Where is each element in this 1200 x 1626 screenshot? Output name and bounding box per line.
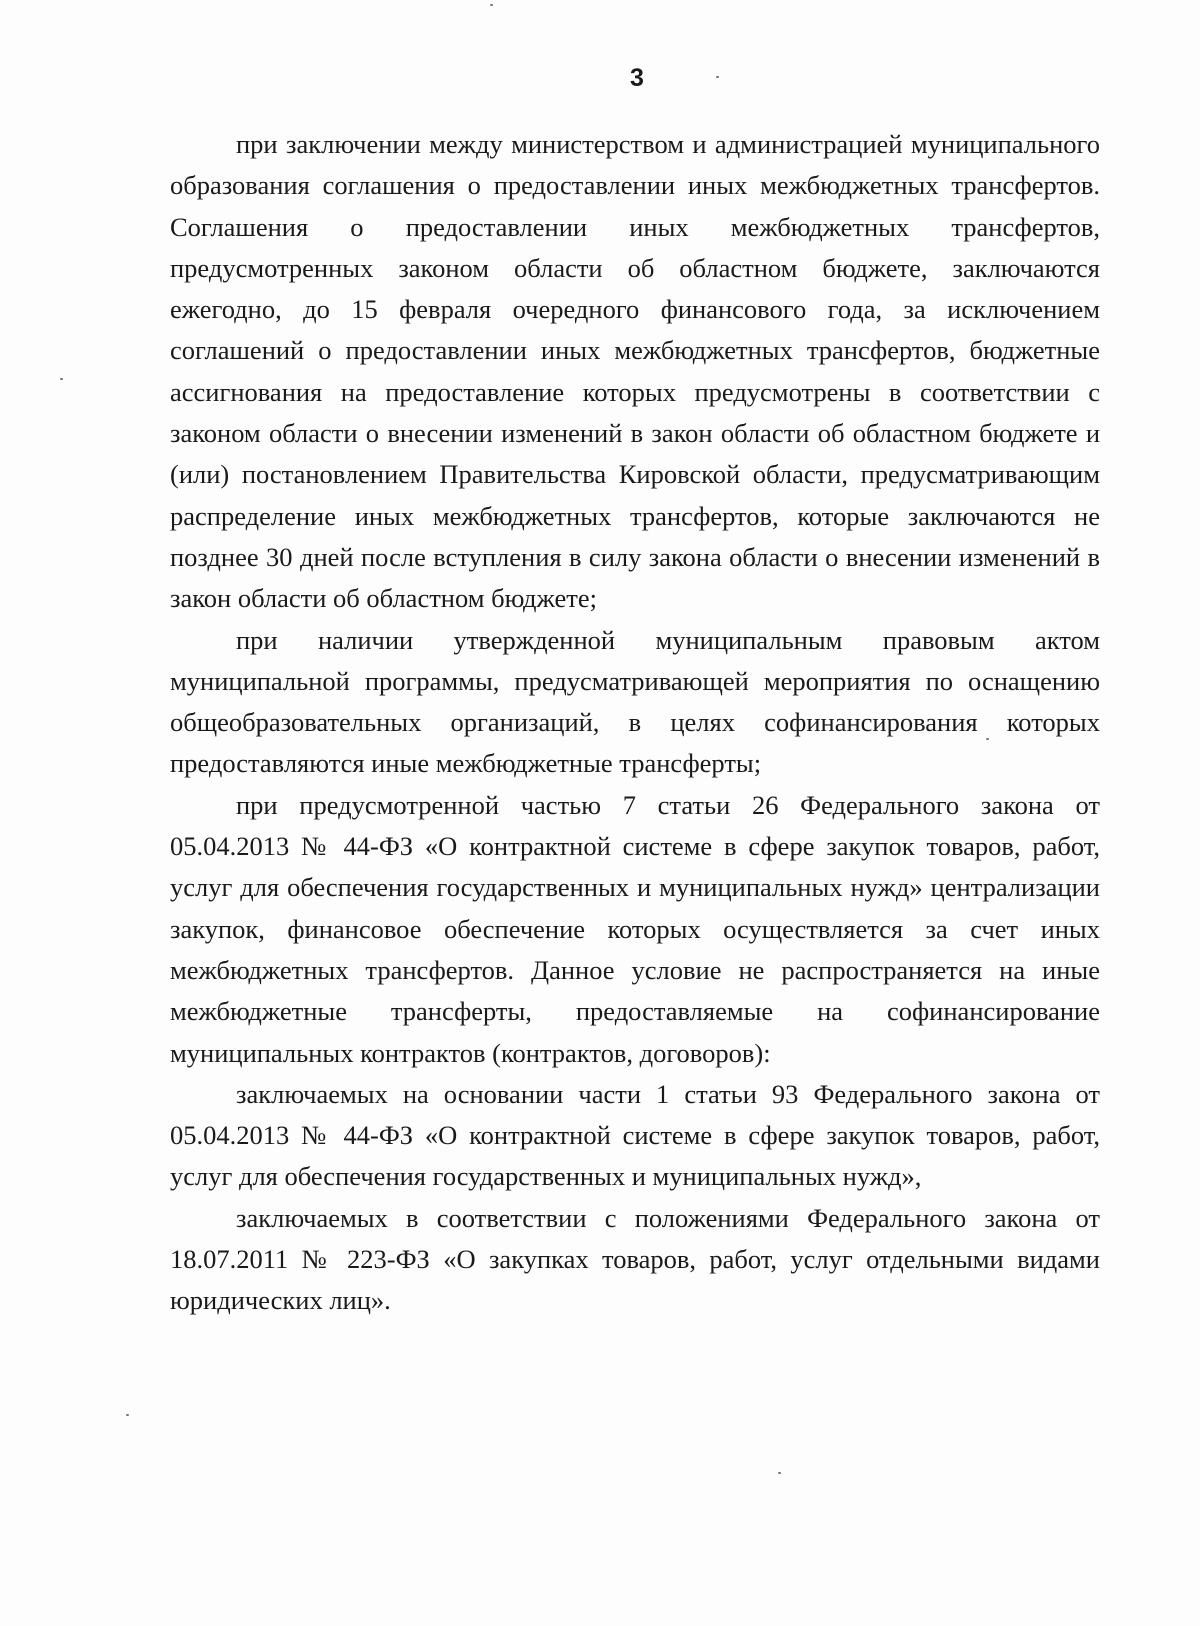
scan-speck <box>778 1472 781 1474</box>
scan-speck <box>126 1414 129 1416</box>
document-body <box>170 124 1100 1322</box>
paragraph-municipal-program: при наличии утвержденной муниципальным правовым актом муниципальной программы, предусматривающей мероприятия по оснащению общеобразовательных организаций, в целях софинансирования которых предоставляются иные межбюджетные трансферты; <box>170 624 1100 779</box>
scan-speck <box>60 378 63 380</box>
paragraph-223-fz: заключаемых в соответствии с положениями Федерального закона от 18.07.2011 № 223-ФЗ «О закупках товаров, работ, услуг отдельными видами юридических лиц». <box>170 1202 1100 1316</box>
scan-speck <box>716 76 719 78</box>
paragraph-article-93: заключаемых на основании части 1 статьи 93 Федерального закона от 05.04.2013 № 44-ФЗ «О контрактной системе в сфере закупок товаров, работ, услуг для обеспечения государственных и муниципальных нужд», <box>170 1078 1100 1192</box>
page-number: 3 <box>630 64 644 92</box>
scan-speck <box>490 4 493 6</box>
scan-speck <box>986 738 989 740</box>
paragraph-agreement-condition: при заключении между министерством и администрацией муниципального образования соглашения о предоставлении иных межбюджетных трансфертов. Соглашения о предоставлении иных межбюджетных трансфертов, предусмотренных законом области об областном бюджете, заключаются ежегодно, до 15 февраля очередного финансового года, за исключением соглашений о предоставлении иных межбюджетных трансфертов, бюджетные ассигнования на предоставление которых предусмотрены в соответствии с законом области о внесении изменений в закон области об областном бюджете и (или) постановлением Правительства Кировской области, предусматривающим распределение иных межбюджетных трансфертов, которые заключаются не позднее 30 дней после вступления в силу закона области о внесении изменений в закон области об областном бюджете; <box>170 129 1100 614</box>
paragraph-centralized-procurement: при предусмотренной частью 7 статьи 26 Федерального закона от 05.04.2013 № 44-ФЗ «О контрактной системе в сфере закупок товаров, работ, услуг для обеспечения государственных и муниципальных нужд» централизации закупок, финансовое обеспечение которых осуществляется за счет иных межбюджетных трансфертов. Данное условие не распространяется на иные межбюджетные трансферты, предоставляемые на софинансирование муниципальных контрактов (контрактов, договоров): <box>170 789 1100 1068</box>
